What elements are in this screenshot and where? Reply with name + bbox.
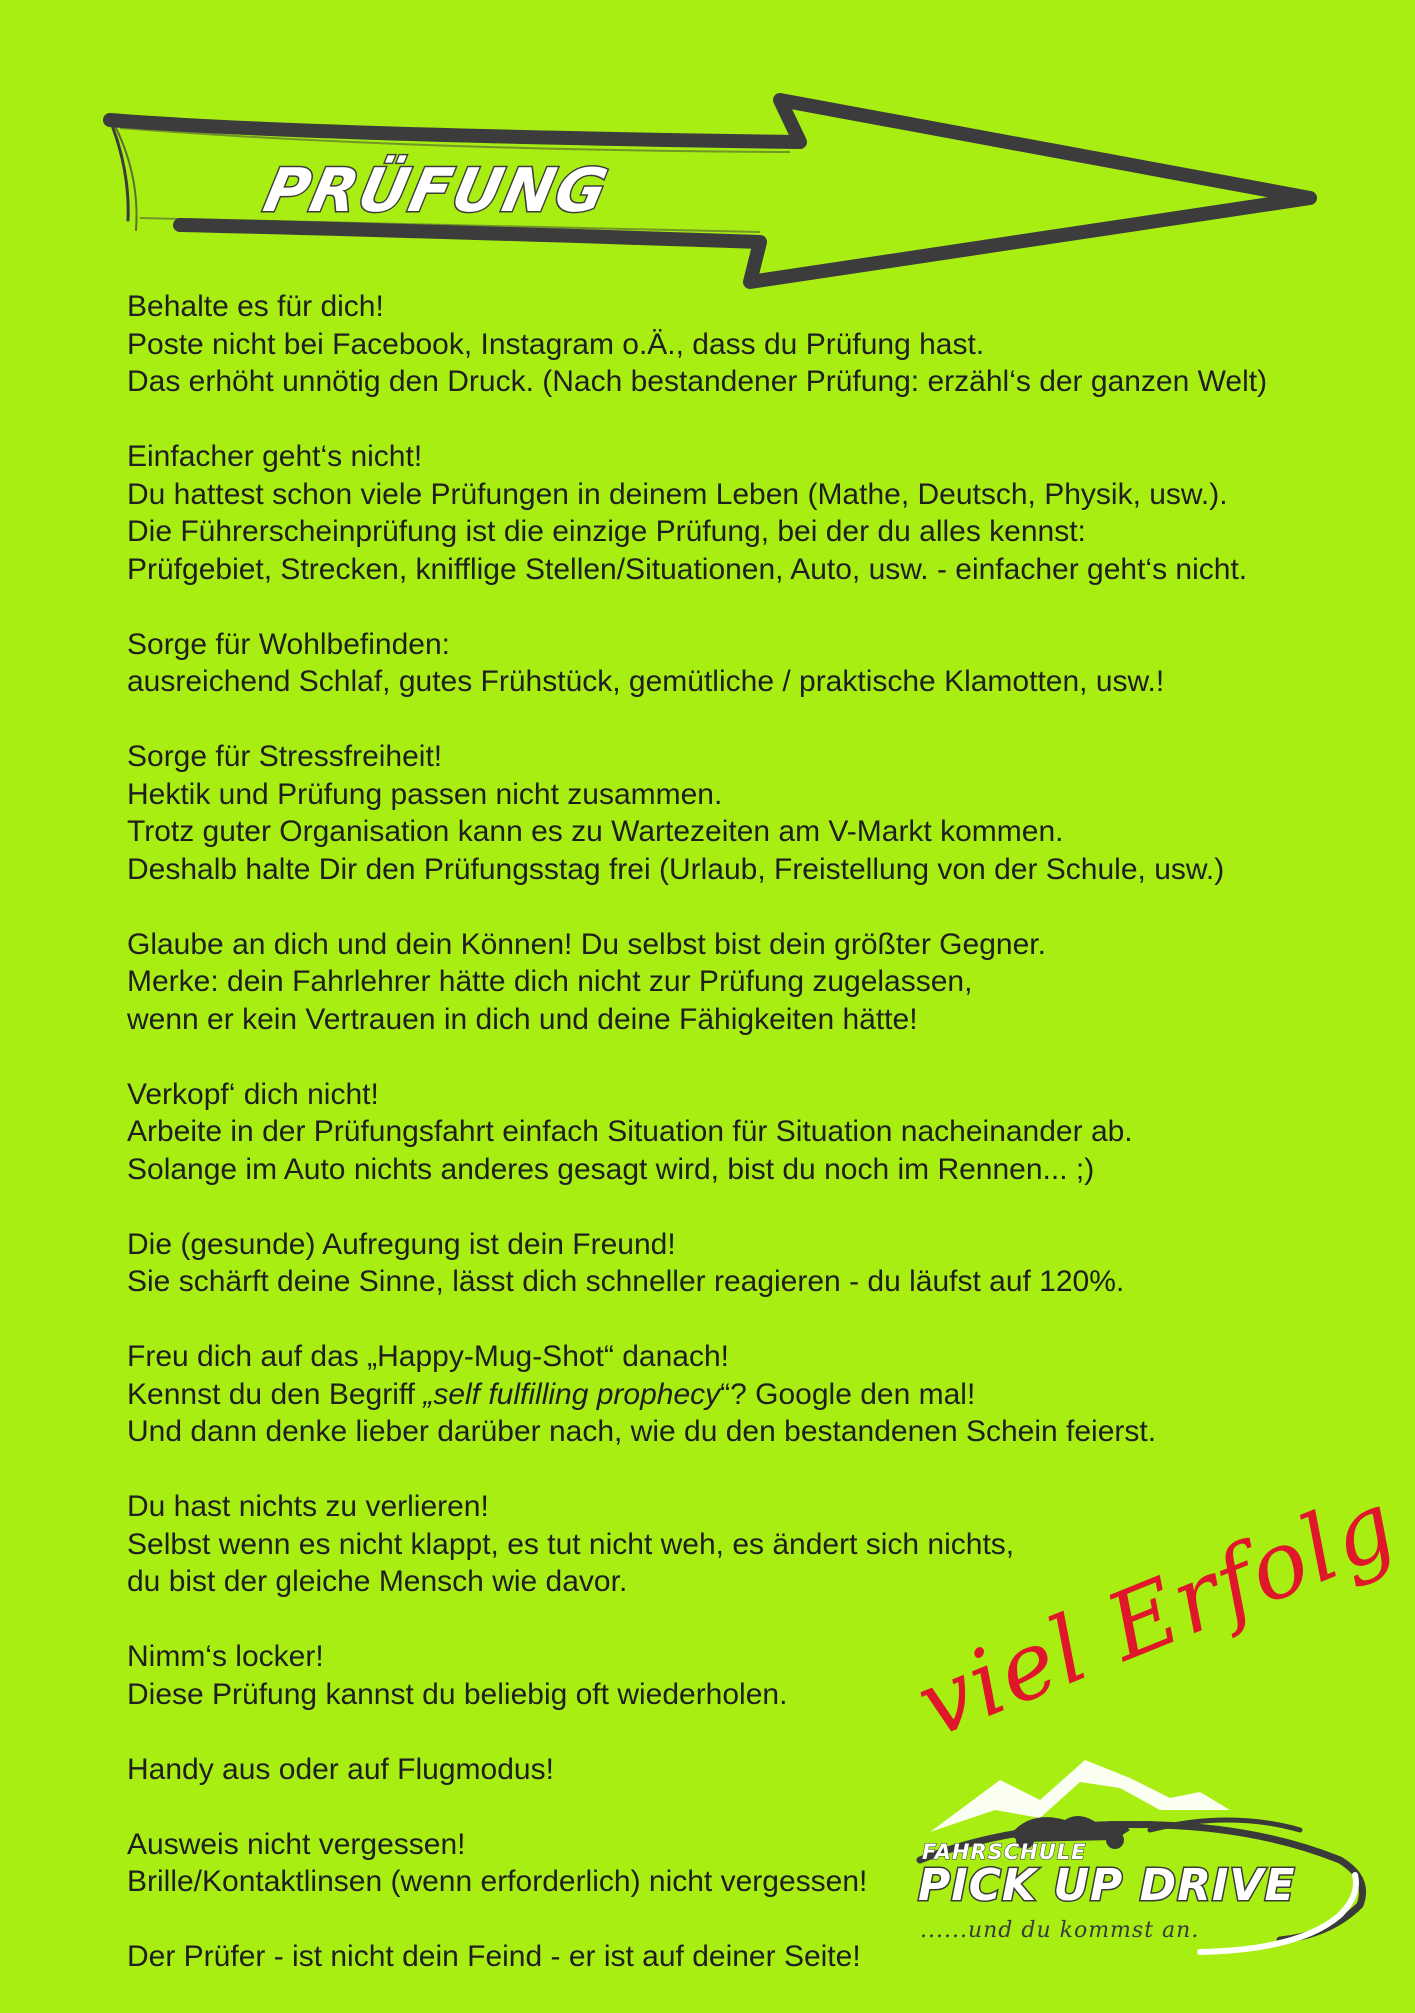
tip-section-easy (127, 438, 1357, 588)
tip-line: Nimm‘s locker! (127, 1640, 324, 1673)
tip-line: du bist der gleiche Mensch wie davor. (127, 1565, 628, 1598)
tip-line: Sorge für Stressfreiheit! (127, 740, 443, 773)
tip-line: wenn er kein Vertrauen in dich und deine Fähigkeiten hätte! (127, 1002, 918, 1036)
tip-line: Der Prüfer - ist nicht dein Feind - er ist auf deiner Seite! (127, 1940, 861, 1973)
prophecy-after: “? Google den mal! (720, 1377, 976, 1411)
tip-line: Du hattest schon viele Prüfungen in deinem Leben (Mathe, Deutsch, Physik, usw.). (127, 477, 1228, 511)
tip-line-prophecy (127, 1376, 1357, 1414)
tip-line: Du hast nichts zu verlieren! (127, 1490, 489, 1523)
good-luck-greeting: viel Erfolg (902, 1469, 1412, 1759)
tip-section-wellbeing (127, 626, 1357, 701)
tip-line: Poste nicht bei Facebook, Instagram o.Ä., dass du Prüfung hast. (127, 327, 985, 361)
tip-line: Einfacher geht‘s nicht! (127, 440, 423, 473)
tip-section-excitement (127, 1226, 1357, 1301)
tip-line: Arbeite in der Prüfungsfahrt einfach Situation für Situation nacheinander ab. (127, 1115, 1133, 1148)
prophecy-before: Kennst du den Begriff (127, 1377, 424, 1411)
logo-slogan: ......und du kommst an. (920, 1918, 1200, 1943)
tip-line: Trotz guter Organisation kann es zu Wartezeiten am V-Markt kommen. (127, 815, 1064, 848)
tip-section-overthink (127, 1076, 1357, 1189)
tip-line: ausreichend Schlaf, gutes Frühstück, gemütliche / praktische Klamotten, usw.! (127, 665, 1165, 698)
logo-brand-name: PICK UP DRIVE (918, 1860, 1296, 1911)
prophecy-term: „self fulfilling prophecy (423, 1377, 721, 1411)
tip-line: Ausweis nicht vergessen! (127, 1827, 466, 1861)
tip-line: Diese Prüfung kannst du beliebig oft wiederholen. (127, 1677, 788, 1711)
tip-line: Sorge für Wohlbefinden: (127, 627, 450, 661)
tip-line: Verkopf‘ dich nicht! (127, 1077, 379, 1111)
tip-section-keep-private (127, 288, 1357, 401)
tip-line: Prüfgebiet, Strecken, knifflige Stellen/Situationen, Auto, usw. - einfacher geht‘s nicht. (127, 552, 1248, 586)
tip-line: Und dann denke lieber darüber nach, wie du den bestandenen Schein feierst. (127, 1415, 1157, 1448)
tip-line: Merke: dein Fahrlehrer hätte dich nicht zur Prüfung zugelassen, (127, 965, 973, 998)
tip-section-happy-mug-shot (127, 1338, 1357, 1451)
tip-line: Hektik und Prüfung passen nicht zusammen. (127, 777, 723, 811)
tip-line: Handy aus oder auf Flugmodus! (127, 1752, 554, 1786)
tip-line: Freu dich auf das „Happy-Mug-Shot“ danach! (127, 1340, 729, 1373)
tip-section-believe (127, 926, 1357, 1039)
page-title: PRÜFUNG (258, 156, 615, 226)
tip-line: Die Führerscheinprüfung ist die einzige Prüfung, bei der du alles kennst: (127, 515, 1086, 548)
tip-line: Behalte es für dich! (127, 290, 384, 323)
tip-line: Glaube an dich und dein Können! Du selbst bist dein größter Gegner. (127, 927, 1046, 961)
tip-line: Selbst wenn es nicht klappt, es tut nicht weh, es ändert sich nichts, (127, 1527, 1015, 1561)
tip-section-stress-free (127, 738, 1357, 888)
logo-label: FAHRSCHULE (922, 1840, 1087, 1864)
tip-line: Sie schärft deine Sinne, lässt dich schneller reagieren - du läufst auf 120%. (127, 1265, 1125, 1298)
tip-line: Das erhöht unnötig den Druck. (Nach bestandener Prüfung: erzähl‘s der ganzen Welt) (127, 365, 1268, 398)
tip-line: Die (gesunde) Aufregung ist dein Freund! (127, 1227, 676, 1261)
tip-line: Solange im Auto nichts anderes gesagt wird, bist du noch im Rennen... ;) (127, 1152, 1095, 1186)
tip-line: Brille/Kontaktlinsen (wenn erforderlich) nicht vergessen! (127, 1865, 868, 1898)
driving-school-logo (900, 1469, 1412, 1970)
tip-line: Deshalb halte Dir den Prüfungsstag frei (Urlaub, Freistellung von der Schule, usw.) (127, 852, 1225, 886)
